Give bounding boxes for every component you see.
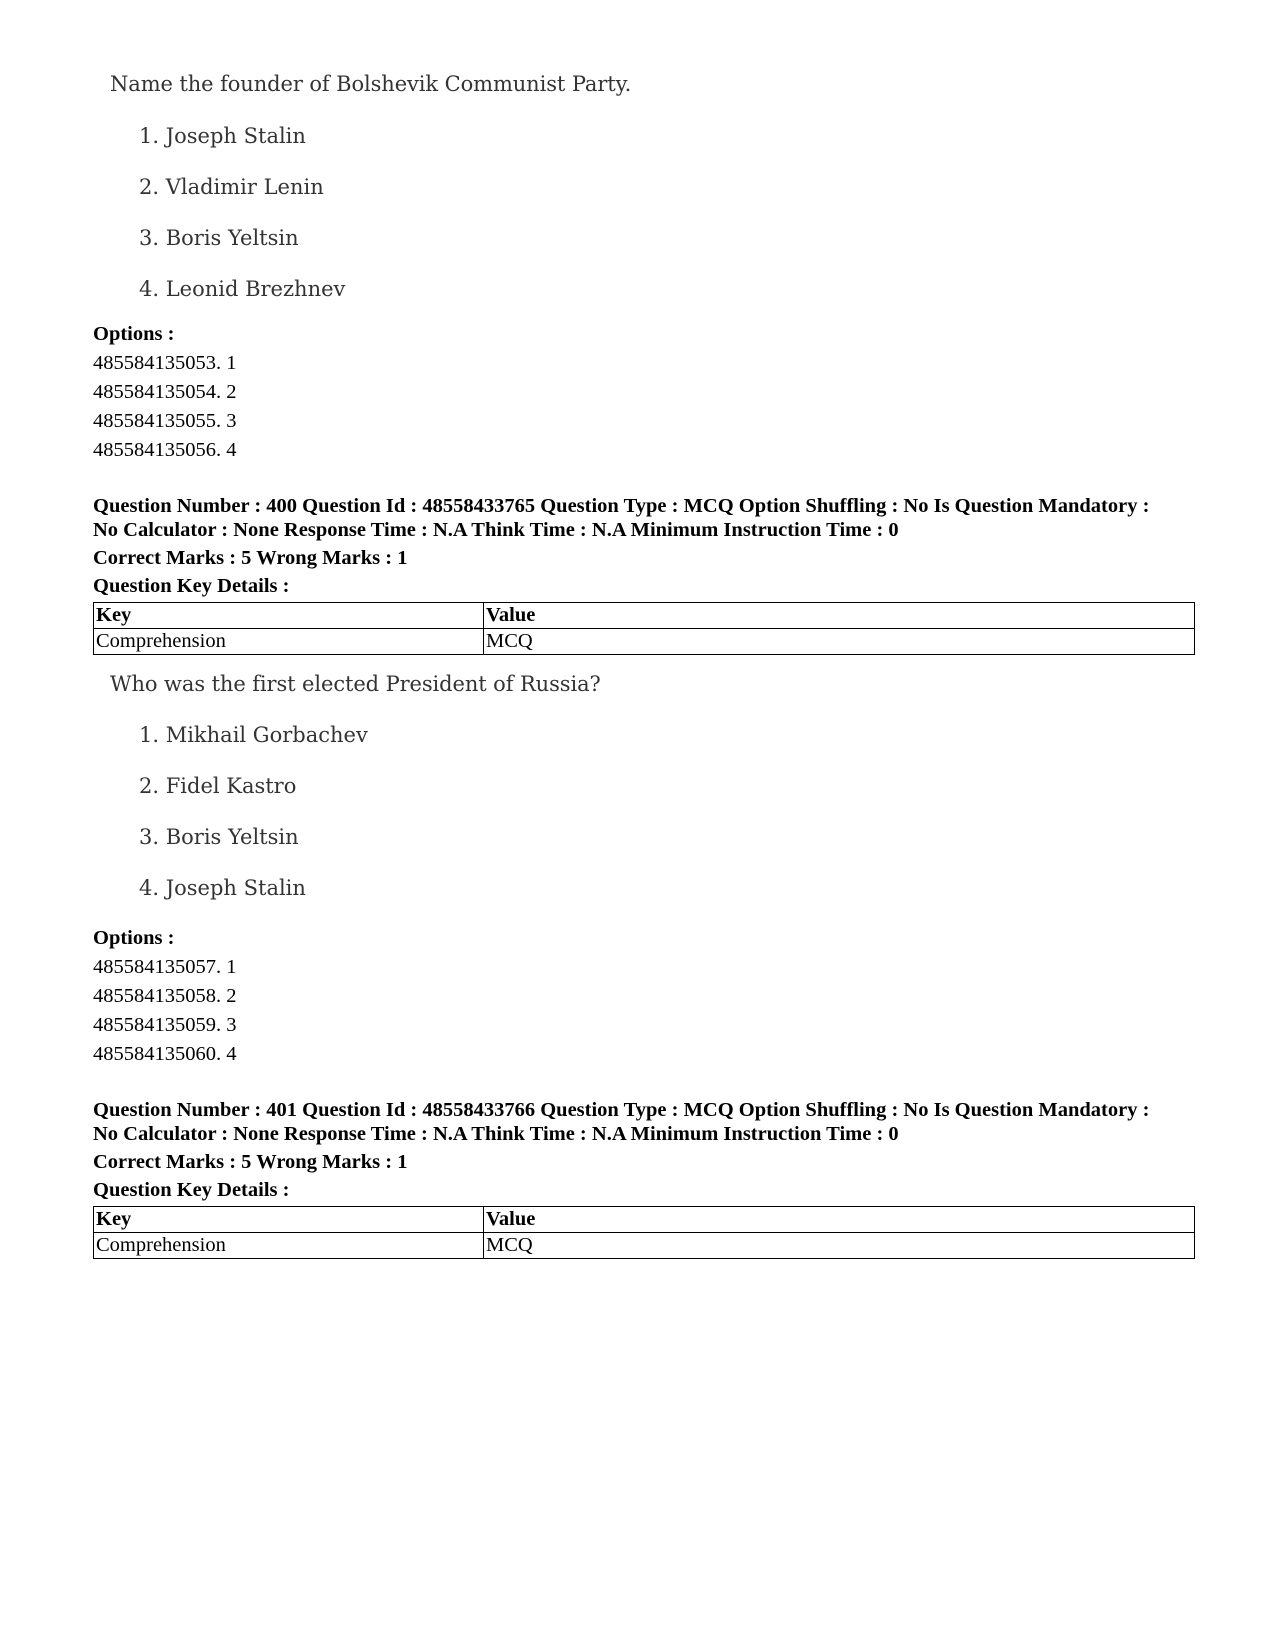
table-cell: Comprehension (94, 1233, 484, 1259)
question-meta-line: No Calculator : None Response Time : N.A Think Time : N.A Minimum Instruction Time : 0 (93, 519, 899, 541)
option-id-line: 485584135059. 3 (93, 1014, 237, 1036)
question-choice: 3. Boris Yeltsin (139, 825, 299, 849)
option-id-line: 485584135060. 4 (93, 1043, 237, 1065)
question-choice: 1. Mikhail Gorbachev (139, 723, 368, 747)
table-cell: MCQ (484, 629, 1195, 655)
table-header-cell: Value (484, 1207, 1195, 1233)
option-id-line: 485584135058. 2 (93, 985, 237, 1007)
marks-line: Correct Marks : 5 Wrong Marks : 1 (93, 547, 408, 569)
question-header-400 (93, 494, 1193, 655)
question-meta-line: No Calculator : None Response Time : N.A Think Time : N.A Minimum Instruction Time : 0 (93, 1123, 899, 1145)
options-title: Options : (93, 927, 175, 949)
question-stem: Name the founder of Bolshevik Communist Party. (110, 72, 632, 96)
question-choice: 4. Joseph Stalin (139, 876, 306, 900)
question-choice: 1. Joseph Stalin (139, 124, 306, 148)
table-header-cell: Key (94, 1207, 484, 1233)
options-title: Options : (93, 323, 175, 345)
table-header-cell: Key (94, 603, 484, 629)
key-details-title: Question Key Details : (93, 1179, 290, 1201)
question-header-401 (93, 1098, 1193, 1259)
options-section-1 (93, 320, 1193, 465)
key-details-table (93, 1206, 1195, 1259)
question-stem: Who was the first elected President of Russia? (110, 672, 601, 696)
marks-line: Correct Marks : 5 Wrong Marks : 1 (93, 1151, 408, 1173)
option-id-line: 485584135056. 4 (93, 439, 237, 461)
table-row (94, 629, 1195, 655)
key-details-table (93, 602, 1195, 655)
question-image-2 (110, 672, 601, 900)
table-cell: MCQ (484, 1233, 1195, 1259)
question-choice: 4. Leonid Brezhnev (139, 277, 346, 301)
question-image-1 (110, 72, 631, 301)
table-header-cell: Value (484, 603, 1195, 629)
table-header-row (94, 603, 1195, 629)
key-details-title: Question Key Details : (93, 575, 290, 597)
options-section-2 (93, 924, 1193, 1069)
question-choice: 3. Boris Yeltsin (139, 226, 299, 250)
option-id-line: 485584135053. 1 (93, 352, 237, 374)
table-header-row (94, 1207, 1195, 1233)
question-choice: 2. Fidel Kastro (139, 774, 297, 798)
table-cell: Comprehension (94, 629, 484, 655)
option-id-line: 485584135057. 1 (93, 956, 237, 978)
question-meta-line: Question Number : 400 Question Id : 48558433765 Question Type : MCQ Option Shuffling : No Is Question Mandatory : (93, 495, 1150, 517)
option-id-line: 485584135055. 3 (93, 410, 237, 432)
option-id-line: 485584135054. 2 (93, 381, 237, 403)
table-row (94, 1233, 1195, 1259)
question-choice: 2. Vladimir Lenin (139, 175, 324, 199)
question-meta-line: Question Number : 401 Question Id : 48558433766 Question Type : MCQ Option Shuffling : No Is Question Mandatory : (93, 1099, 1150, 1121)
